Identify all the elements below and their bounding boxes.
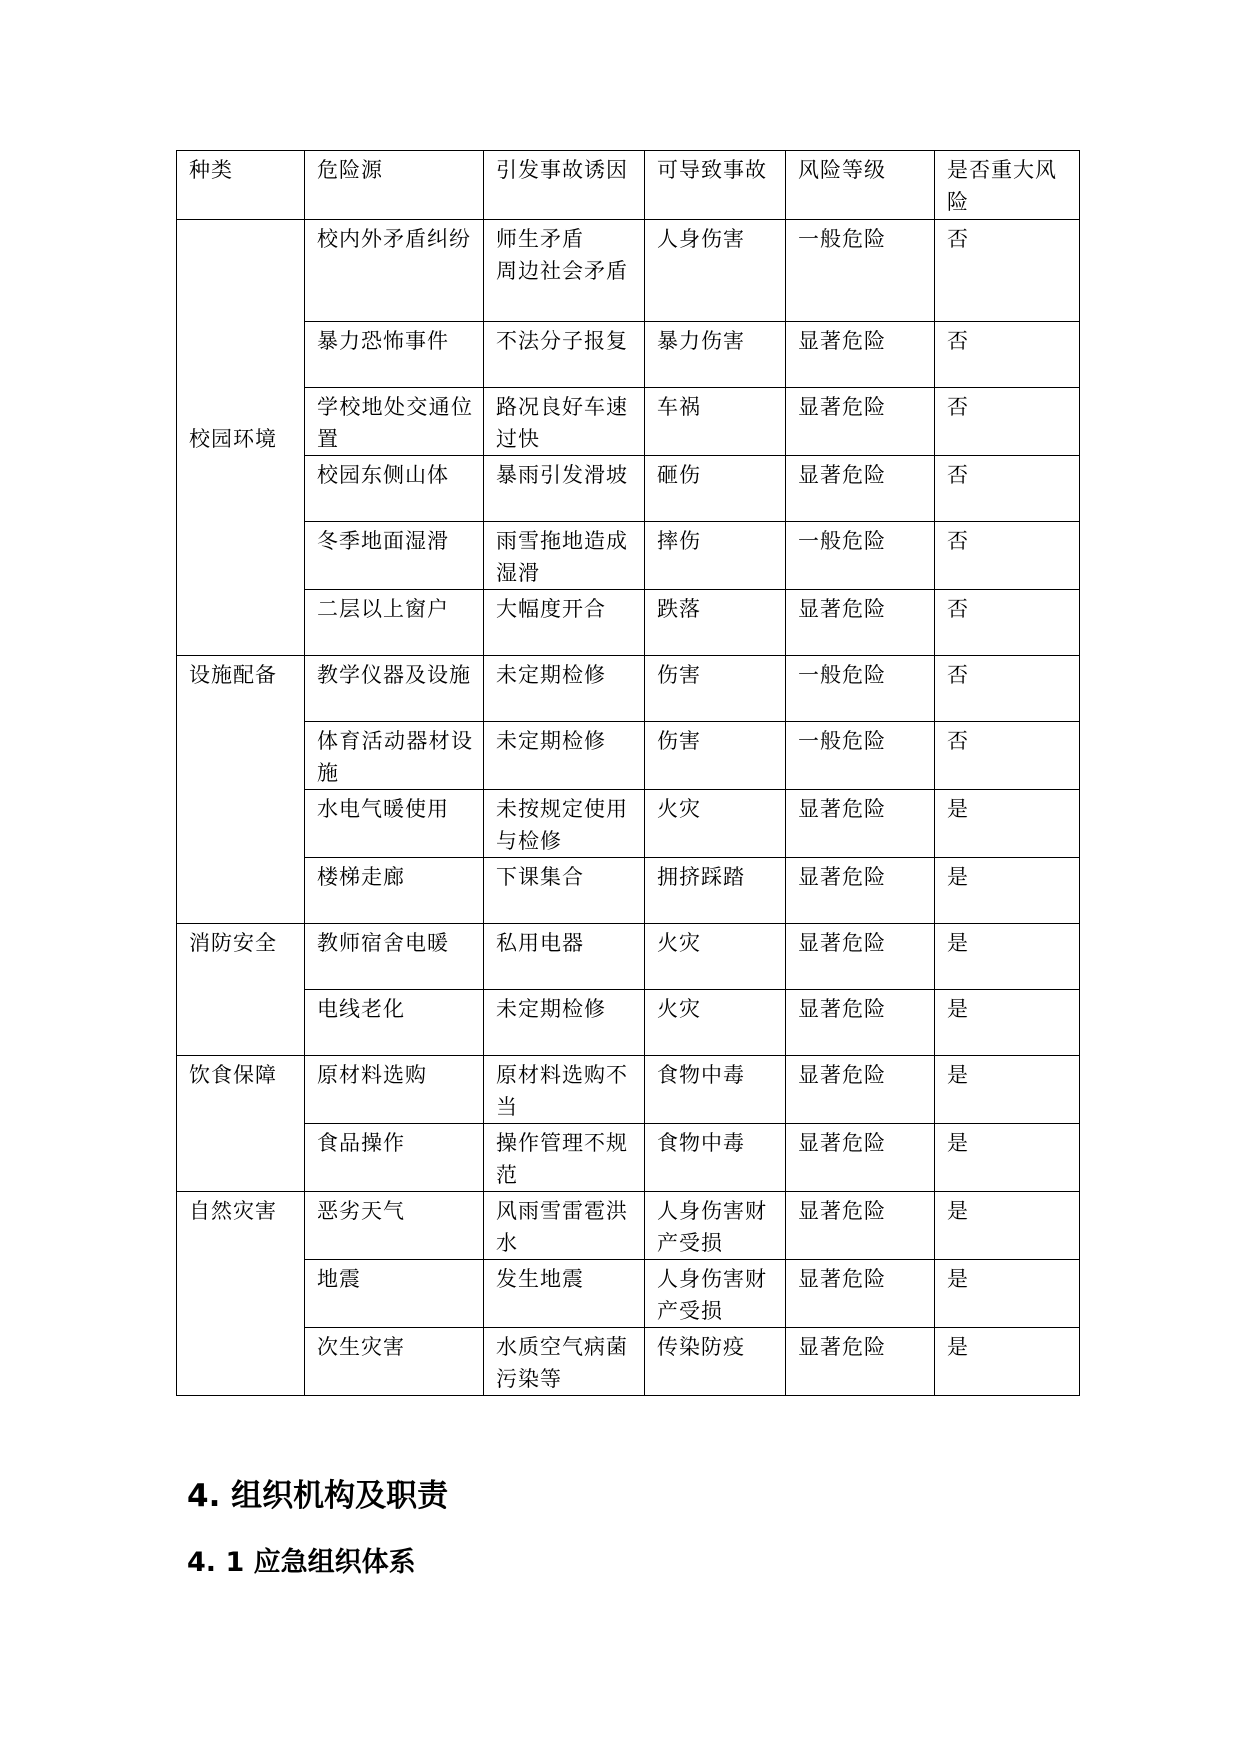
major-risk-cell: 是 xyxy=(935,790,1080,858)
hazard-cell: 次生灾害 xyxy=(305,1328,484,1396)
category-cell: 自然灾害 xyxy=(177,1192,305,1396)
risk-level-cell: 显著危险 xyxy=(786,590,935,656)
table-row xyxy=(177,456,1080,522)
risk-level-cell: 显著危险 xyxy=(786,1056,935,1124)
hazard-cell: 楼梯走廊 xyxy=(305,858,484,924)
risk-table xyxy=(176,150,1080,1396)
table-row xyxy=(177,1124,1080,1192)
table-row xyxy=(177,220,1080,322)
cause-cell: 未按规定使用与检修 xyxy=(484,790,645,858)
cause-cell: 风雨雪雷雹洪水 xyxy=(484,1192,645,1260)
risk-level-cell: 一般危险 xyxy=(786,522,935,590)
accident-cell: 暴力伤害 xyxy=(645,322,786,388)
hazard-cell: 水电气暖使用 xyxy=(305,790,484,858)
cause-cell: 原材料选购不当 xyxy=(484,1056,645,1124)
risk-level-cell: 显著危险 xyxy=(786,1328,935,1396)
cause-cell: 未定期检修 xyxy=(484,990,645,1056)
hazard-cell: 暴力恐怖事件 xyxy=(305,322,484,388)
hazard-cell: 食品操作 xyxy=(305,1124,484,1192)
accident-cell: 伤害 xyxy=(645,656,786,722)
accident-cell: 食物中毒 xyxy=(645,1124,786,1192)
table-row xyxy=(177,522,1080,590)
cause-cell: 师生矛盾 周边社会矛盾 xyxy=(484,220,645,322)
major-risk-cell: 否 xyxy=(935,656,1080,722)
cause-cell: 未定期检修 xyxy=(484,722,645,790)
risk-table-body xyxy=(177,151,1080,1396)
risk-level-cell: 显著危险 xyxy=(786,388,935,456)
hazard-cell: 校园东侧山体 xyxy=(305,456,484,522)
risk-level-cell: 显著危险 xyxy=(786,456,935,522)
accident-cell: 食物中毒 xyxy=(645,1056,786,1124)
table-row xyxy=(177,322,1080,388)
category-cell: 校园环境 xyxy=(177,220,305,656)
major-risk-cell: 否 xyxy=(935,722,1080,790)
cause-cell: 水质空气病菌污染等 xyxy=(484,1328,645,1396)
accident-cell: 车祸 xyxy=(645,388,786,456)
table-row xyxy=(177,656,1080,722)
header-cell: 危险源 xyxy=(305,151,484,220)
cause-cell: 下课集合 xyxy=(484,858,645,924)
header-cell: 风险等级 xyxy=(786,151,935,220)
header-cell: 引发事故诱因 xyxy=(484,151,645,220)
risk-level-cell: 显著危险 xyxy=(786,990,935,1056)
accident-cell: 砸伤 xyxy=(645,456,786,522)
major-risk-cell: 是 xyxy=(935,858,1080,924)
accident-cell: 火灾 xyxy=(645,790,786,858)
table-row xyxy=(177,1056,1080,1124)
hazard-cell: 地震 xyxy=(305,1260,484,1328)
cause-cell: 未定期检修 xyxy=(484,656,645,722)
cause-cell: 雨雪拖地造成湿滑 xyxy=(484,522,645,590)
accident-cell: 人身伤害财产受损 xyxy=(645,1192,786,1260)
category-cell: 设施配备 xyxy=(177,656,305,924)
major-risk-cell: 是 xyxy=(935,1192,1080,1260)
table-row xyxy=(177,1328,1080,1396)
header-cell: 是否重大风险 xyxy=(935,151,1080,220)
major-risk-cell: 否 xyxy=(935,322,1080,388)
major-risk-cell: 是 xyxy=(935,1328,1080,1396)
accident-cell: 人身伤害 xyxy=(645,220,786,322)
hazard-cell: 校内外矛盾纠纷 xyxy=(305,220,484,322)
accident-cell: 人身伤害财产受损 xyxy=(645,1260,786,1328)
hazard-cell: 原材料选购 xyxy=(305,1056,484,1124)
table-row xyxy=(177,790,1080,858)
major-risk-cell: 否 xyxy=(935,522,1080,590)
major-risk-cell: 是 xyxy=(935,924,1080,990)
risk-level-cell: 显著危险 xyxy=(786,1260,935,1328)
section-subheading: 4. 1 应急组织体系 xyxy=(187,1547,416,1578)
hazard-cell: 学校地处交通位置 xyxy=(305,388,484,456)
cause-cell: 发生地震 xyxy=(484,1260,645,1328)
risk-level-cell: 显著危险 xyxy=(786,322,935,388)
accident-cell: 摔伤 xyxy=(645,522,786,590)
table-row xyxy=(177,990,1080,1056)
accident-cell: 伤害 xyxy=(645,722,786,790)
risk-level-cell: 显著危险 xyxy=(786,790,935,858)
table-row xyxy=(177,1192,1080,1260)
major-risk-cell: 否 xyxy=(935,590,1080,656)
hazard-cell: 电线老化 xyxy=(305,990,484,1056)
accident-cell: 火灾 xyxy=(645,990,786,1056)
table-header-row xyxy=(177,151,1080,220)
table-row xyxy=(177,388,1080,456)
major-risk-cell: 是 xyxy=(935,1124,1080,1192)
cause-cell: 大幅度开合 xyxy=(484,590,645,656)
accident-cell: 跌落 xyxy=(645,590,786,656)
major-risk-cell: 是 xyxy=(935,1056,1080,1124)
accident-cell: 火灾 xyxy=(645,924,786,990)
major-risk-cell: 否 xyxy=(935,388,1080,456)
major-risk-cell: 否 xyxy=(935,220,1080,322)
table-row xyxy=(177,590,1080,656)
header-cell: 种类 xyxy=(177,151,305,220)
accident-cell: 传染防疫 xyxy=(645,1328,786,1396)
table-row xyxy=(177,722,1080,790)
risk-level-cell: 显著危险 xyxy=(786,924,935,990)
header-cell: 可导致事故 xyxy=(645,151,786,220)
cause-cell: 暴雨引发滑坡 xyxy=(484,456,645,522)
hazard-cell: 教学仪器及设施 xyxy=(305,656,484,722)
hazard-cell: 教师宿舍电暖 xyxy=(305,924,484,990)
table-row xyxy=(177,1260,1080,1328)
risk-level-cell: 一般危险 xyxy=(786,220,935,322)
major-risk-cell: 是 xyxy=(935,1260,1080,1328)
cause-cell: 路况良好车速过快 xyxy=(484,388,645,456)
hazard-cell: 恶劣天气 xyxy=(305,1192,484,1260)
hazard-cell: 体育活动器材设施 xyxy=(305,722,484,790)
cause-cell: 不法分子报复 xyxy=(484,322,645,388)
table-row xyxy=(177,858,1080,924)
section-heading: 4. 组织机构及职责 xyxy=(187,1478,449,1514)
risk-level-cell: 显著危险 xyxy=(786,1124,935,1192)
cause-cell: 私用电器 xyxy=(484,924,645,990)
category-cell: 饮食保障 xyxy=(177,1056,305,1192)
major-risk-cell: 否 xyxy=(935,456,1080,522)
accident-cell: 拥挤踩踏 xyxy=(645,858,786,924)
hazard-cell: 二层以上窗户 xyxy=(305,590,484,656)
hazard-cell: 冬季地面湿滑 xyxy=(305,522,484,590)
risk-level-cell: 显著危险 xyxy=(786,1192,935,1260)
cause-cell: 操作管理不规范 xyxy=(484,1124,645,1192)
major-risk-cell: 是 xyxy=(935,990,1080,1056)
category-cell: 消防安全 xyxy=(177,924,305,1056)
risk-level-cell: 一般危险 xyxy=(786,722,935,790)
risk-level-cell: 显著危险 xyxy=(786,858,935,924)
table-row xyxy=(177,924,1080,990)
risk-level-cell: 一般危险 xyxy=(786,656,935,722)
